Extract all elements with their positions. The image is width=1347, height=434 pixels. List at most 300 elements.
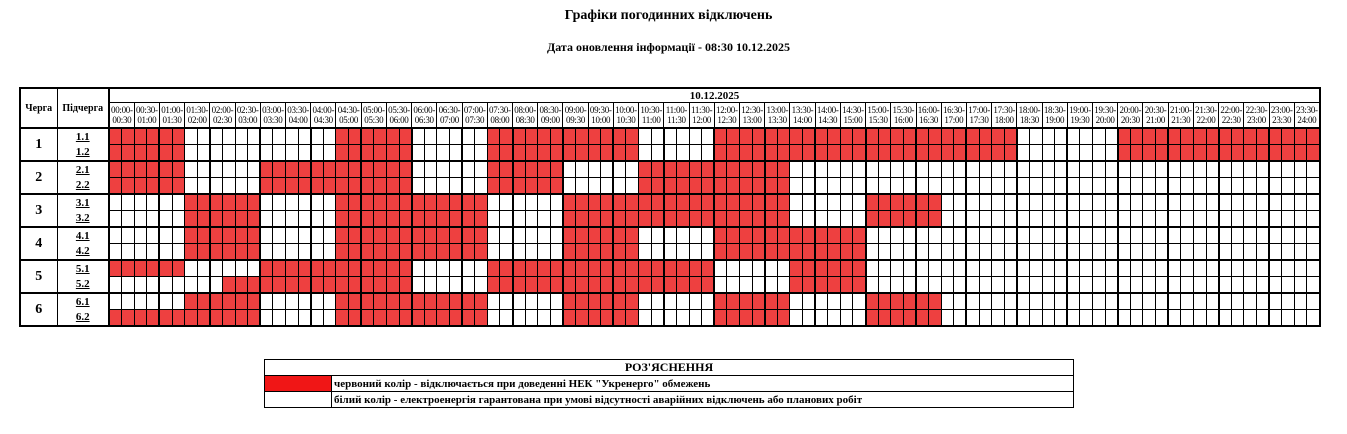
outage-cell: [1042, 128, 1055, 145]
outage-cell: [399, 145, 412, 162]
outage-cell: [298, 128, 311, 145]
outage-cell: [651, 227, 664, 244]
outage-cell: [273, 145, 286, 162]
outage-cell: [828, 293, 841, 310]
outage-cell: [513, 293, 526, 310]
outage-cell: [122, 244, 135, 261]
outage-cell: [1029, 227, 1042, 244]
outage-cell: [550, 277, 563, 294]
outage-cell: [109, 244, 122, 261]
outage-cell: [109, 260, 122, 277]
outage-cell: [298, 310, 311, 327]
outage-cell: [1156, 145, 1169, 162]
outage-cell: [134, 161, 147, 178]
outage-cell: [954, 277, 967, 294]
outage-cell: [1269, 244, 1282, 261]
outage-cell: [676, 310, 689, 327]
outage-cell: [437, 161, 450, 178]
outage-cell: [966, 310, 979, 327]
outage-cell: [185, 244, 198, 261]
outage-cell: [1219, 227, 1232, 244]
outage-cell: [840, 260, 853, 277]
outage-cell: [449, 178, 462, 195]
outage-cell: [1105, 161, 1118, 178]
outage-cell: [1130, 161, 1143, 178]
outage-cell: [361, 277, 374, 294]
queue-label: 1: [20, 128, 57, 161]
outage-cell: [525, 244, 538, 261]
outage-cell: [286, 277, 299, 294]
outage-cell: [815, 293, 828, 310]
outage-cell: [1093, 128, 1106, 145]
outage-cell: [702, 260, 715, 277]
outage-cell: [1168, 244, 1181, 261]
interval-header: 03:00- 03:30: [260, 103, 285, 129]
outage-cell: [651, 128, 664, 145]
interval-header: 02:00- 02:30: [210, 103, 235, 129]
outage-cell: [1105, 244, 1118, 261]
outage-cell: [487, 244, 500, 261]
outage-cell: [929, 128, 942, 145]
outage-cell: [651, 194, 664, 211]
outage-cell: [639, 145, 652, 162]
outage-cell: [1042, 211, 1055, 228]
outage-cell: [1042, 178, 1055, 195]
outage-cell: [1067, 244, 1080, 261]
outage-cell: [790, 161, 803, 178]
outage-cell: [399, 128, 412, 145]
outage-cell: [803, 293, 816, 310]
outage-cell: [803, 161, 816, 178]
outage-cell: [525, 128, 538, 145]
outage-cell: [386, 277, 399, 294]
outage-cell: [702, 178, 715, 195]
outage-cell: [1093, 161, 1106, 178]
outage-cell: [500, 178, 513, 195]
outage-cell: [966, 244, 979, 261]
outage-cell: [1168, 293, 1181, 310]
outage-cell: [739, 128, 752, 145]
outage-cell: [714, 145, 727, 162]
outage-cell: [1029, 128, 1042, 145]
outage-cell: [235, 293, 248, 310]
outage-cell: [222, 178, 235, 195]
outage-cell: [222, 244, 235, 261]
outage-cell: [777, 145, 790, 162]
outage-cell: [122, 260, 135, 277]
outage-cell: [286, 145, 299, 162]
outage-cell: [613, 145, 626, 162]
outage-cell: [1118, 310, 1131, 327]
outage-cell: [866, 293, 879, 310]
outage-cell: [727, 310, 740, 327]
outage-cell: [651, 277, 664, 294]
outage-cell: [1067, 194, 1080, 211]
outage-cell: [159, 227, 172, 244]
outage-cell: [1269, 310, 1282, 327]
outage-cell: [399, 227, 412, 244]
outage-cell: [815, 145, 828, 162]
outage-cell: [815, 310, 828, 327]
subqueue-label[interactable]: 5.1: [57, 260, 109, 277]
outage-cell: [727, 277, 740, 294]
outage-cell: [1042, 227, 1055, 244]
outage-cell: [828, 277, 841, 294]
outage-cell: [550, 293, 563, 310]
subqueue-label[interactable]: 6.2: [57, 310, 109, 327]
interval-header: 11:00- 11:30: [664, 103, 689, 129]
outage-cell: [1282, 194, 1295, 211]
outage-cell: [1206, 145, 1219, 162]
outage-cell: [891, 244, 904, 261]
outage-cell: [853, 194, 866, 211]
outage-cell: [525, 145, 538, 162]
outage-cell: [1193, 161, 1206, 178]
outage-cell: [311, 244, 324, 261]
outage-cell: [651, 178, 664, 195]
outage-cell: [1017, 277, 1030, 294]
subqueue-label[interactable]: 1.2: [57, 145, 109, 162]
outage-cell: [109, 194, 122, 211]
interval-header: 22:00- 22:30: [1219, 103, 1244, 129]
outage-cell: [1294, 293, 1307, 310]
outage-cell: [248, 293, 261, 310]
outage-cell: [613, 293, 626, 310]
outage-cell: [197, 277, 210, 294]
outage-cell: [1093, 178, 1106, 195]
outage-cell: [689, 277, 702, 294]
subqueue-label[interactable]: 1.1: [57, 128, 109, 145]
subqueue-label[interactable]: 2.2: [57, 178, 109, 195]
outage-cell: [412, 293, 425, 310]
outage-cell: [210, 178, 223, 195]
outage-cell: [487, 277, 500, 294]
outage-cell: [513, 145, 526, 162]
outage-cell: [903, 211, 916, 228]
outage-cell: [1206, 277, 1219, 294]
outage-cell: [248, 310, 261, 327]
outage-cell: [147, 128, 160, 145]
outage-cell: [777, 227, 790, 244]
outage-cell: [1206, 178, 1219, 195]
outage-cell: [1017, 227, 1030, 244]
outage-cell: [853, 178, 866, 195]
outage-cell: [1042, 161, 1055, 178]
outage-cell: [235, 277, 248, 294]
outage-cell: [1105, 310, 1118, 327]
outage-cell: [1130, 178, 1143, 195]
outage-schedule-table: [19, 87, 1321, 327]
outage-cell: [1143, 277, 1156, 294]
outage-cell: [109, 277, 122, 294]
outage-cell: [475, 211, 488, 228]
outage-cell: [1307, 293, 1320, 310]
outage-cell: [424, 211, 437, 228]
outage-cell: [1130, 128, 1143, 145]
outage-cell: [525, 211, 538, 228]
outage-cell: [1282, 227, 1295, 244]
outage-cell: [752, 161, 765, 178]
outage-cell: [311, 277, 324, 294]
outage-cell: [992, 194, 1005, 211]
outage-cell: [298, 260, 311, 277]
outage-cell: [626, 145, 639, 162]
subqueue-label[interactable]: 4.2: [57, 244, 109, 261]
outage-cell: [1143, 161, 1156, 178]
outage-cell: [891, 260, 904, 277]
outage-cell: [1004, 145, 1017, 162]
outage-cell: [462, 128, 475, 145]
outage-cell: [828, 194, 841, 211]
subqueue-label[interactable]: 4.1: [57, 227, 109, 244]
outage-cell: [336, 244, 349, 261]
outage-cell: [1269, 227, 1282, 244]
outage-cell: [828, 145, 841, 162]
outage-cell: [752, 128, 765, 145]
outage-cell: [159, 310, 172, 327]
outage-cell: [613, 161, 626, 178]
outage-cell: [891, 310, 904, 327]
outage-cell: [185, 128, 198, 145]
outage-cell: [878, 227, 891, 244]
outage-cell: [399, 310, 412, 327]
outage-cell: [979, 211, 992, 228]
outage-cell: [702, 128, 715, 145]
legend-white-text: білий колір - електроенергія гарантована при умові відсутності аварійних відключень або планових робіт: [332, 392, 1074, 408]
outage-cell: [702, 194, 715, 211]
outage-cell: [966, 293, 979, 310]
outage-cell: [941, 161, 954, 178]
subqueue-label[interactable]: 5.2: [57, 277, 109, 294]
update-info: Дата оновлення інформації - 08:30 10.12.2025: [546, 40, 790, 54]
outage-cell: [286, 178, 299, 195]
subqueue-label[interactable]: 2.1: [57, 161, 109, 178]
outage-cell: [1231, 178, 1244, 195]
outage-cell: [210, 211, 223, 228]
outage-cell: [122, 178, 135, 195]
outage-cell: [588, 128, 601, 145]
outage-cell: [1244, 145, 1257, 162]
outage-cell: [1244, 178, 1257, 195]
outage-cell: [777, 277, 790, 294]
outage-cell: [109, 211, 122, 228]
outage-cell: [752, 194, 765, 211]
interval-header: 16:00- 16:30: [916, 103, 941, 129]
outage-cell: [538, 244, 551, 261]
outage-cell: [878, 161, 891, 178]
outage-cell: [172, 211, 185, 228]
outage-cell: [172, 310, 185, 327]
interval-header: 02:30- 03:00: [235, 103, 260, 129]
outage-cell: [790, 211, 803, 228]
outage-cell: [1219, 293, 1232, 310]
outage-cell: [777, 260, 790, 277]
outage-cell: [159, 145, 172, 162]
outage-cell: [1017, 310, 1030, 327]
outage-cell: [525, 161, 538, 178]
outage-cell: [500, 260, 513, 277]
outage-cell: [903, 145, 916, 162]
outage-cell: [475, 128, 488, 145]
outage-cell: [487, 194, 500, 211]
outage-cell: [866, 161, 879, 178]
outage-cell: [651, 211, 664, 228]
outage-cell: [588, 178, 601, 195]
outage-cell: [1256, 310, 1269, 327]
outage-cell: [475, 244, 488, 261]
outage-cell: [840, 161, 853, 178]
outage-cell: [1231, 128, 1244, 145]
outage-cell: [185, 310, 198, 327]
outage-cell: [298, 293, 311, 310]
outage-cell: [853, 227, 866, 244]
subqueue-label[interactable]: 3.1: [57, 194, 109, 211]
outage-cell: [1004, 211, 1017, 228]
outage-cell: [361, 227, 374, 244]
outage-cell: [891, 211, 904, 228]
outage-cell: [601, 128, 614, 145]
outage-cell: [349, 128, 362, 145]
outage-cell: [147, 260, 160, 277]
outage-cell: [134, 227, 147, 244]
outage-cell: [1282, 161, 1295, 178]
outage-cell: [1029, 293, 1042, 310]
outage-cell: [109, 145, 122, 162]
outage-cell: [361, 128, 374, 145]
outage-cell: [702, 211, 715, 228]
outage-cell: [550, 244, 563, 261]
outage-cell: [1231, 211, 1244, 228]
outage-cell: [185, 161, 198, 178]
outage-cell: [979, 128, 992, 145]
outage-cell: [1193, 227, 1206, 244]
outage-cell: [122, 227, 135, 244]
outage-cell: [1256, 128, 1269, 145]
outage-cell: [752, 178, 765, 195]
outage-cell: [1143, 244, 1156, 261]
outage-cell: [487, 293, 500, 310]
outage-cell: [601, 227, 614, 244]
outage-cell: [903, 293, 916, 310]
outage-cell: [689, 310, 702, 327]
outage-cell: [1269, 194, 1282, 211]
outage-cell: [765, 194, 778, 211]
subqueue-label[interactable]: 6.1: [57, 293, 109, 310]
outage-cell: [311, 260, 324, 277]
outage-cell: [449, 310, 462, 327]
outage-cell: [1093, 145, 1106, 162]
legend-white-swatch: [265, 392, 332, 408]
outage-cell: [601, 293, 614, 310]
outage-cell: [500, 145, 513, 162]
outage-cell: [273, 277, 286, 294]
outage-cell: [260, 310, 273, 327]
outage-cell: [1219, 211, 1232, 228]
outage-cell: [1294, 178, 1307, 195]
outage-cell: [1269, 128, 1282, 145]
outage-cell: [840, 194, 853, 211]
outage-cell: [462, 178, 475, 195]
outage-cell: [1256, 277, 1269, 294]
outage-cell: [336, 260, 349, 277]
outage-cell: [437, 310, 450, 327]
outage-cell: [929, 310, 942, 327]
outage-cell: [1282, 211, 1295, 228]
outage-cell: [954, 227, 967, 244]
outage-cell: [790, 145, 803, 162]
outage-cell: [134, 128, 147, 145]
outage-cell: [1093, 260, 1106, 277]
outage-cell: [323, 194, 336, 211]
outage-cell: [286, 161, 299, 178]
outage-cell: [576, 227, 589, 244]
outage-cell: [147, 194, 160, 211]
outage-cell: [941, 277, 954, 294]
outage-cell: [790, 227, 803, 244]
outage-cell: [513, 161, 526, 178]
outage-cell: [840, 310, 853, 327]
outage-cell: [399, 194, 412, 211]
outage-cell: [689, 293, 702, 310]
outage-cell: [197, 293, 210, 310]
outage-cell: [815, 161, 828, 178]
outage-cell: [336, 194, 349, 211]
outage-cell: [1219, 277, 1232, 294]
outage-cell: [235, 227, 248, 244]
outage-cell: [399, 260, 412, 277]
outage-cell: [815, 178, 828, 195]
outage-cell: [475, 161, 488, 178]
outage-cell: [1055, 145, 1068, 162]
outage-cell: [790, 310, 803, 327]
outage-cell: [1105, 128, 1118, 145]
outage-cell: [513, 310, 526, 327]
outage-cell: [853, 244, 866, 261]
outage-cell: [462, 161, 475, 178]
outage-cell: [916, 161, 929, 178]
outage-cell: [1042, 293, 1055, 310]
outage-cell: [311, 293, 324, 310]
outage-cell: [840, 293, 853, 310]
outage-cell: [1105, 145, 1118, 162]
outage-cell: [992, 178, 1005, 195]
outage-cell: [714, 227, 727, 244]
outage-cell: [336, 310, 349, 327]
outage-cell: [147, 277, 160, 294]
subqueue-label[interactable]: 3.2: [57, 211, 109, 228]
outage-cell: [752, 227, 765, 244]
outage-cell: [172, 128, 185, 145]
outage-cell: [777, 211, 790, 228]
outage-cell: [563, 128, 576, 145]
outage-cell: [803, 211, 816, 228]
outage-cell: [147, 178, 160, 195]
outage-cell: [866, 145, 879, 162]
outage-cell: [1181, 145, 1194, 162]
outage-cell: [1244, 161, 1257, 178]
outage-cell: [777, 293, 790, 310]
outage-cell: [777, 194, 790, 211]
outage-cell: [286, 211, 299, 228]
outage-cell: [336, 293, 349, 310]
outage-cell: [185, 227, 198, 244]
outage-cell: [109, 310, 122, 327]
outage-cell: [550, 178, 563, 195]
outage-cell: [866, 277, 879, 294]
outage-cell: [626, 244, 639, 261]
outage-cell: [1181, 310, 1194, 327]
outage-cell: [222, 260, 235, 277]
